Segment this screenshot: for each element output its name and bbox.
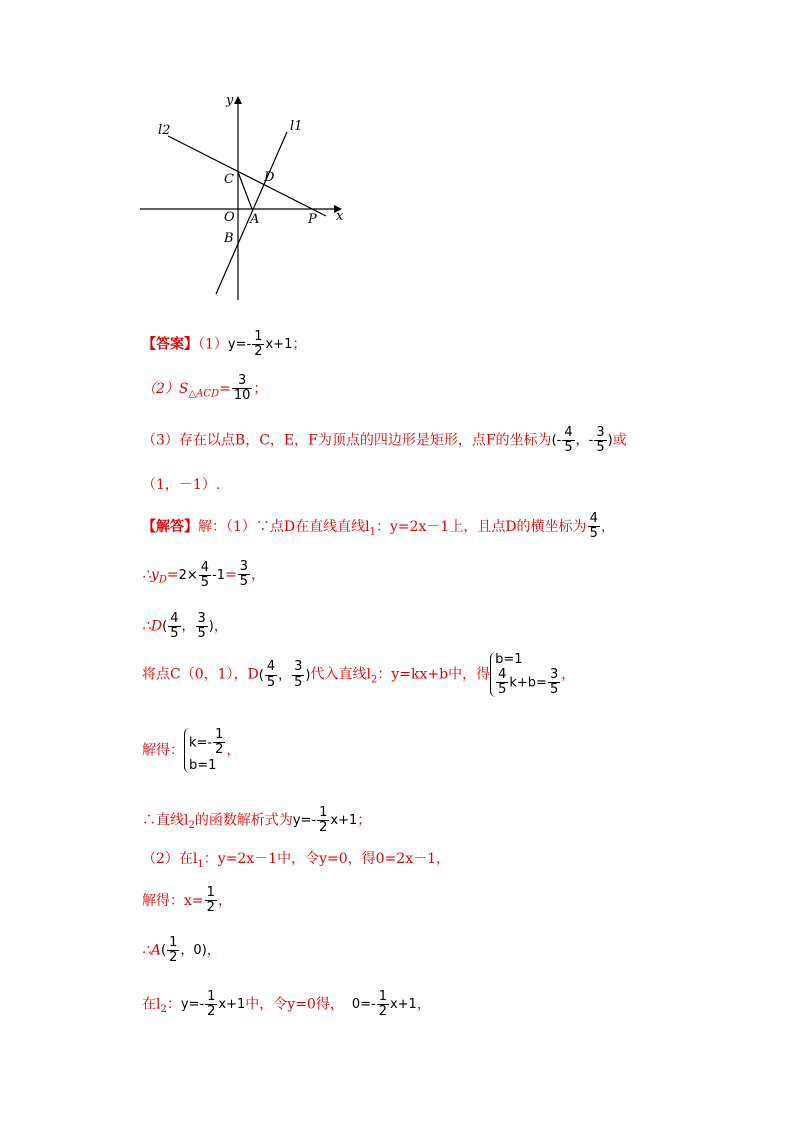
answer-line-3: （3）存在以点B，C，E，F为顶点的四边形是矩形，点F的坐标为(- $\frac{4}{5}$ ，- $\frac{3}{5}$ )或 (142, 425, 627, 456)
solution-line-8: 解得：x= $\frac{1}{2}$ ， (142, 885, 232, 916)
label-y: y (226, 93, 234, 108)
label-a: A (250, 212, 260, 227)
label-l2: l2 (158, 123, 171, 138)
solution-line-10: 在$l_2$：y=- $\frac{1}{2}$ x+1中，令y=0得， 0=- $\frac{1}{2}$ x+1， (142, 989, 431, 1020)
solution-line-5: 解得： k=- $\frac{1}{2}$ b=1 ， (142, 727, 241, 773)
label-x: x (336, 209, 344, 224)
equation-system-2: k=- $\frac{1}{2}$ b=1 (184, 728, 226, 773)
answer-eq-1: y=- $\frac{1}{2}$ x+1 (227, 329, 293, 360)
label-p: P (308, 212, 317, 227)
label-l1: l1 (290, 119, 303, 134)
label-d: D (264, 170, 275, 185)
line-l2 (168, 136, 326, 216)
answer-line-1: 【答案】（1）y=- $\frac{1}{2}$ x+1； (142, 329, 307, 360)
equation-system-1: b=1 $\frac{4}{5}$ k+b= $\frac{3}{5}$ (490, 652, 561, 697)
solution-line-6: ∴直线$l_2$的函数解析式为y=- $\frac{1}{2}$ x+1； (142, 805, 372, 836)
y-axis-arrow (234, 96, 242, 104)
point-f-coord: (- $\frac{4}{5}$ ，- $\frac{3}{5}$ ) (551, 425, 613, 456)
answer-tag: 【答案】 (142, 336, 198, 353)
label-c: C (224, 172, 234, 187)
answer-line-3b: （1，－1）. (142, 477, 221, 493)
solution-line-2: $\therefore y_D=2\times$ $\frac{4}{5}$ -1= $\frac{3}{5}$ ， (142, 559, 266, 590)
label-o: O (224, 210, 235, 225)
solution-line-9: ∴A( $\frac{1}{2}$ ，0)， (142, 935, 221, 966)
solution-line-7: （2）在$l_1$：y=2x－1中，令y=0，得0=2x－1， (142, 851, 451, 870)
solution-line-3: ∴D( $\frac{4}{5}$ ， $\frac{3}{5}$ )， (142, 611, 228, 642)
solution-line-4: 将点C（0，1），D( $\frac{4}{5}$ ， $\frac{3}{5}$ )代入直线$l_2$：y=kx+b中，得 b=1 $\frac{4}{5}$ k+b= $\frac{3}{5}$ ， (142, 652, 576, 697)
answer-line-2: $(2)S_{\triangle ACD}=$ $\frac{3}{10}$ ； (142, 373, 268, 404)
solution-line-1: 【解答】解：（1）∵点D在直线直线$l_1$：y=2x－1上，且点D的横坐标为 $\frac{4}{5}$ ， (142, 511, 615, 542)
label-b: B (224, 231, 234, 246)
coordinate-figure (130, 90, 360, 310)
